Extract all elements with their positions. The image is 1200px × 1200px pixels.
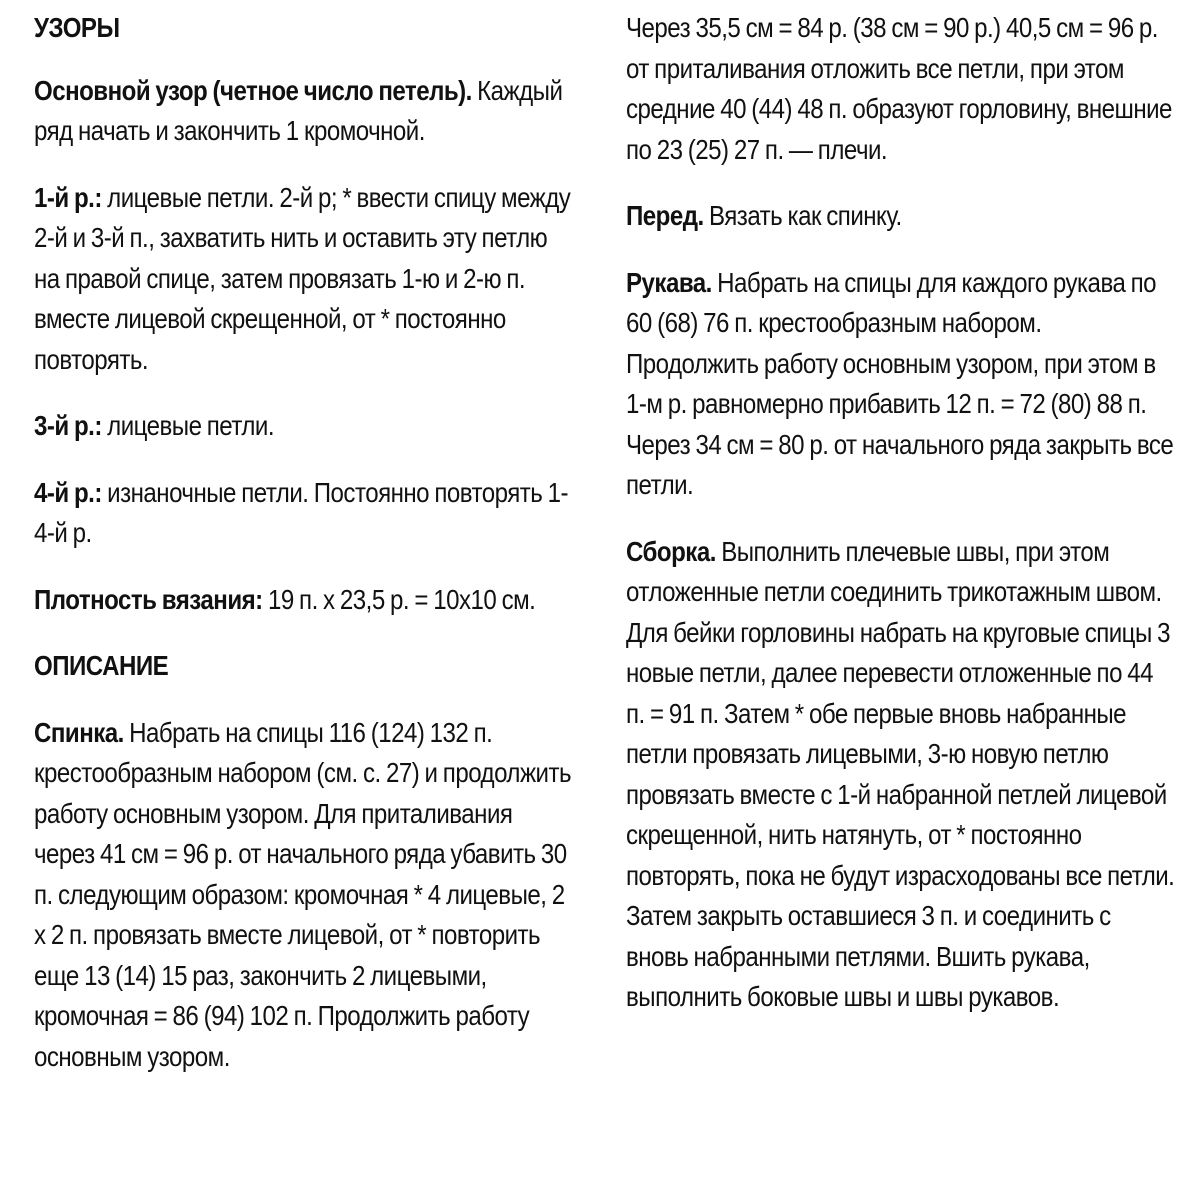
paragraph-text: Выполнить плечевые швы, при этом отложенные петли соединить трикотажным швом. Для бейки горловины набрать на круговые спицы 3 новые петли, далее перевести отложенные по 44 п. = 91 п. Затем * обе первые вновь набранные петли провязать лицевыми, 3-ю новую петлю провязать вместе с 1-й набранной петлей лицевой скрещенной, нить натянуть, от * постоянно повторять, пока не будут израсходованы все петли. Затем закрыть оставшиеся 3 п. и соединить с вновь набранными петлями. Вшить рукава, выполнить боковые швы и швы рукавов. bbox=[626, 535, 1175, 1012]
paragraph-text: Набрать на спицы 116 (124) 132 п. крестообразным набором (см. с. 27) и продолжить работу основным узором. Для приталивания через 41 см = 96 р. от начального ряда убавить 30 п. следующим образом: кромочная * 4 лицевые, 2 х 2 п. провязать вместе лицевой, от * повторить еще 13 (14) 15 раз, закончить 2 лицевыми, кромочная = 86 (94) 102 п. Продолжить работу основным узором. bbox=[34, 716, 572, 1072]
section-heading-patterns: УЗОРЫ bbox=[34, 12, 120, 43]
paragraph-density bbox=[34, 580, 573, 621]
paragraph-assembly bbox=[626, 532, 1176, 1018]
paragraph-label: 3-й р.: bbox=[34, 410, 102, 441]
paragraph-label: Спинка. bbox=[34, 716, 124, 748]
paragraph-back bbox=[34, 713, 573, 1078]
paragraph-front bbox=[626, 196, 1176, 237]
paragraph-text: Каждый ряд начать и закончить 1 кромочной. bbox=[34, 74, 563, 146]
paragraph-row-4 bbox=[34, 473, 573, 554]
paragraph-row-3 bbox=[34, 406, 573, 447]
paragraph-label: Сборка. bbox=[626, 535, 716, 567]
left-column bbox=[34, 8, 573, 1077]
paragraph-label: Рукава. bbox=[626, 266, 712, 298]
paragraph-row-1 bbox=[34, 178, 573, 381]
paragraph-sleeves bbox=[626, 263, 1176, 506]
paragraph-text: изнаночные петли. Постоянно повторять 1-4-й р. bbox=[34, 476, 568, 548]
paragraph-text: лицевые петли. bbox=[101, 410, 275, 441]
paragraph-text: Набрать на спицы для каждого рукава по 60 (68) 76 п. крестообразным набором. Продолжить работу основным узором, при этом в 1-м р. равномерно прибавить 12 п. = 72 (80) 88 п. Через 34 см = 80 р. от начального ряда закрыть все петли. bbox=[626, 266, 1174, 500]
paragraph-basic-pattern bbox=[34, 71, 573, 152]
section-heading-description: ОПИСАНИЕ bbox=[34, 650, 169, 681]
paragraph-label: Плотность вязания: bbox=[34, 583, 263, 615]
paragraph-text: Вязать как спинку. bbox=[703, 200, 902, 231]
paragraph-label: Основной узор (четное число петель). bbox=[34, 74, 472, 106]
right-column bbox=[626, 8, 1176, 1018]
paragraph-label: 1-й р.: bbox=[34, 181, 102, 213]
paragraph-back-continued: Через 35,5 см = 84 р. (38 см = 90 р.) 40,5 см = 96 р. от приталивания отложить все петли, при этом средние 40 (44) 48 п. образуют горловину, внешние по 23 (25) 27 п. — плечи. bbox=[626, 12, 1172, 165]
paragraph-text: лицевые петли. 2-й р; * ввести спицу между 2-й и 3-й п., захватить нить и оставить эту петлю на правой спице, затем провязать 1-ю и 2-ю п. вместе лицевой скрещенной, от * постоянно повторять. bbox=[34, 181, 571, 375]
paragraph-text: 19 п. х 23,5 р. = 10х10 см. bbox=[262, 583, 536, 615]
paragraph-label: 4-й р.: bbox=[34, 476, 102, 508]
paragraph-label: Перед. bbox=[626, 200, 704, 231]
